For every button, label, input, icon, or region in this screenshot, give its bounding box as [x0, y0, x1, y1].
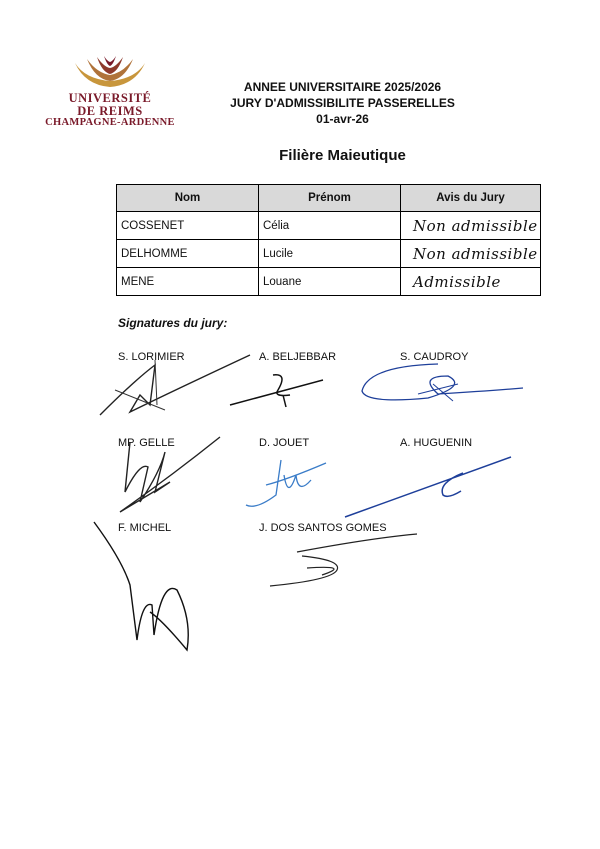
signature-dos-santos-gomes — [262, 530, 422, 590]
header-jury-title: JURY D'ADMISSIBILITE PASSERELLES — [230, 96, 455, 110]
signature-huguenin — [343, 455, 513, 520]
cell-avis — [401, 268, 541, 296]
logo-emblem-icon — [45, 55, 175, 91]
cell-nom: DELHOMME — [117, 240, 259, 268]
signer-name: A. HUGUENIN — [400, 437, 473, 449]
signer-name: F. MICHEL — [118, 522, 172, 534]
logo-text-line3: CHAMPAGNE-ARDENNE — [45, 117, 175, 128]
signature-caudroy — [358, 356, 528, 406]
table-header-row — [117, 185, 541, 212]
cell-avis — [401, 212, 541, 240]
signer-name: S. CAUDROY — [400, 351, 469, 363]
avis-handwritten: Non admissible — [413, 216, 538, 235]
table-row — [117, 212, 541, 240]
cell-nom: COSSENET — [117, 212, 259, 240]
avis-handwritten: Admissible — [413, 272, 501, 291]
table-row — [117, 240, 541, 268]
column-header-avis: Avis du Jury — [401, 185, 541, 212]
logo-text-line1: UNIVERSITÉ — [68, 91, 152, 105]
signature-jouet — [236, 455, 331, 515]
cell-prenom: Célia — [259, 212, 401, 240]
cell-prenom: Louane — [259, 268, 401, 296]
table-row — [117, 268, 541, 296]
cell-nom: MENE — [117, 268, 259, 296]
signer-name: A. BELJEBBAR — [259, 351, 337, 363]
signer-name: D. JOUET — [259, 437, 310, 449]
jury-table — [116, 184, 541, 296]
avis-handwritten: Non admissible — [413, 244, 538, 263]
university-logo — [45, 55, 175, 130]
signer-name: S. LORIMIER — [118, 351, 185, 363]
logo-text-line2: DE REIMS — [77, 104, 143, 118]
signature-gelle — [110, 432, 225, 517]
signer-name: MP. GELLE — [118, 437, 175, 449]
cell-avis — [401, 240, 541, 268]
signer-name: J. DOS SANTOS GOMES — [259, 522, 387, 534]
cell-prenom: Lucile — [259, 240, 401, 268]
column-header-nom: Nom — [117, 185, 259, 212]
signature-beljebbar — [228, 365, 328, 410]
header-date: 01-avr-26 — [316, 112, 369, 126]
header-academic-year: ANNEE UNIVERSITAIRE 2025/2026 — [243, 80, 442, 94]
signatures-title: Signatures du jury: — [118, 316, 228, 330]
signature-michel — [92, 520, 202, 655]
column-header-prenom: Prénom — [259, 185, 401, 212]
filiere-title: Filière Maieutique — [279, 147, 406, 164]
